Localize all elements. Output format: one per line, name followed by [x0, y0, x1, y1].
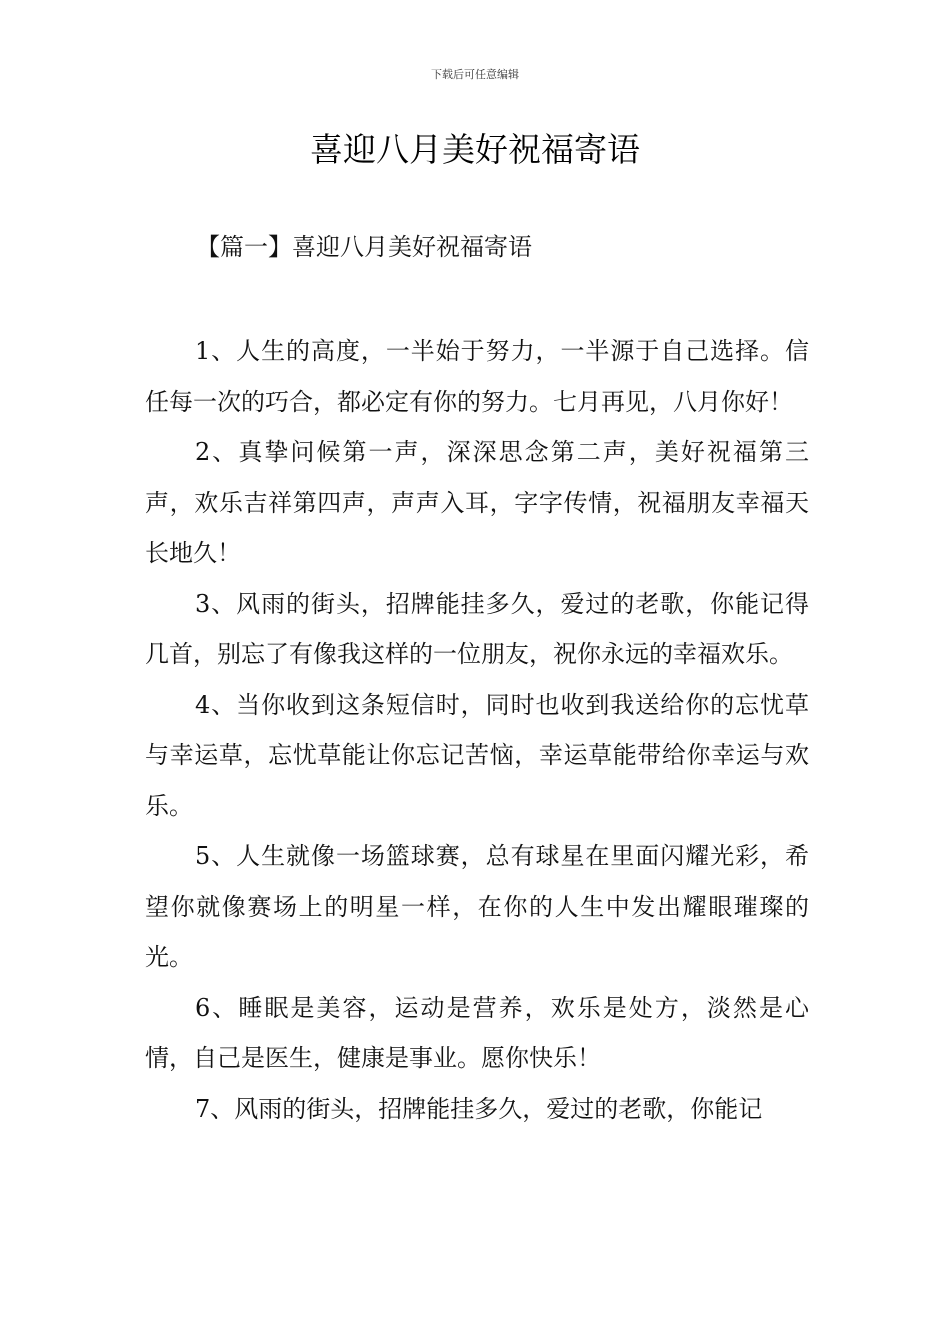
body-text: [145, 326, 809, 1134]
list-item: 3、风雨的街头，招牌能挂多久，爱过的老歌，你能记得几首，别忘了有像我这样的一位朋友，祝你永远的幸福欢乐。: [145, 589, 809, 668]
header-note: 下载后可任意编辑: [431, 68, 519, 81]
list-item: 5、人生就像一场篮球赛，总有球星在里面闪耀光彩，希望你就像赛场上的明星一样，在你的人生中发出耀眼璀璨的光。: [145, 842, 809, 971]
list-item: 2、真挚问候第一声，深深思念第二声，美好祝福第三声，欢乐吉祥第四声，声声入耳，字字传情，祝福朋友幸福天长地久！: [145, 438, 809, 567]
list-item: 6、睡眠是美容，运动是营养，欢乐是处方，淡然是心情，自己是医生，健康是事业。愿你快乐！: [145, 993, 809, 1072]
list-item: 4、当你收到这条短信时，同时也收到我送给你的忘忧草与幸运草，忘忧草能让你忘记苦恼，幸运草能带给你幸运与欢乐。: [145, 690, 809, 820]
list-item: 1、人生的高度，一半始于努力，一半源于自己选择。信任每一次的巧合，都必定有你的努力。七月再见，八月你好！: [145, 337, 809, 416]
page-title: 喜迎八月美好祝福寄语: [310, 130, 640, 169]
section-heading: 【篇一】喜迎八月美好祝福寄语: [196, 233, 532, 261]
list-item: 7、风雨的街头，招牌能挂多久，爱过的老歌，你能记: [195, 1094, 763, 1123]
